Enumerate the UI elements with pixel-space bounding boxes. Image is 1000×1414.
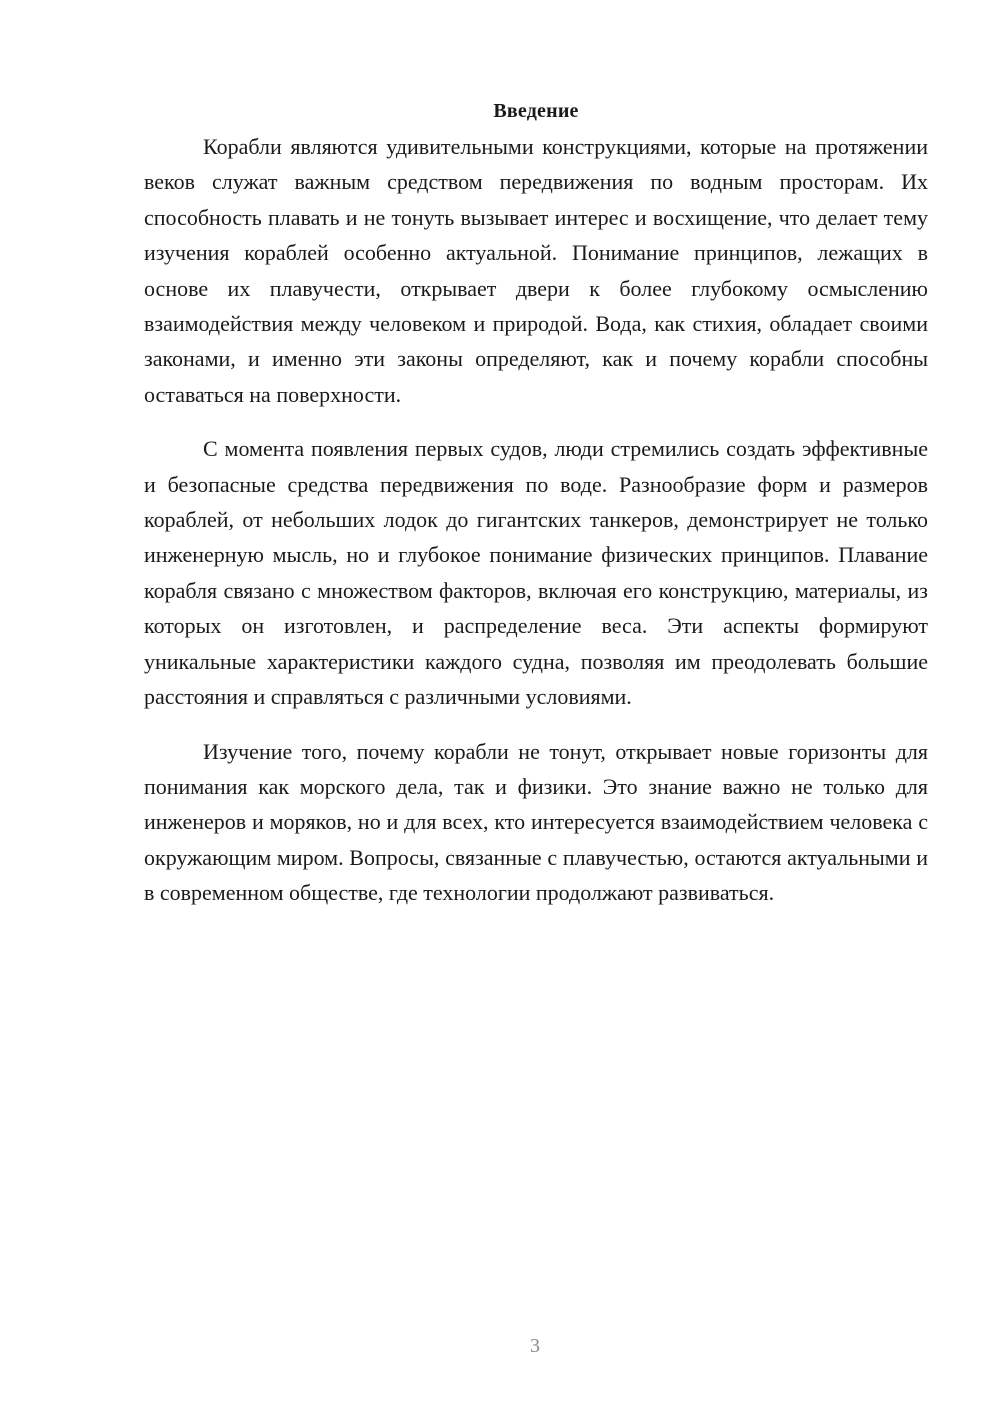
paragraph-2: С момента появления первых судов, люди стремились создать эффективные и безопасные средства передвижения по воде. Разнообразие форм и размеров кораблей, от небольших лодок до гигантских танкеров, демонстрирует не только инженерную мысль, но и глубокое понимание физических принципов. Плавание корабля связано с множеством факторов, включая его конструкцию, материалы, из которых он изготовлен, и распределение веса. Эти аспекты формируют уникальные характеристики каждого судна, позволяя им преодолевать большие расстояния и справляться с различными условиями. xyxy=(144,436,928,710)
paragraph-3: Изучение того, почему корабли не тонут, открывает новые горизонты для понимания как морского дела, так и физики. Это знание важно не только для инженеров и моряков, но и для всех, кто интересуется взаимодействием человека с окружающим миром. Вопросы, связанные с плавучестью, остаются актуальными и в современном обществе, где технологии продолжают развиваться. xyxy=(144,738,928,906)
paragraph-1: Корабли являются удивительными конструкциями, которые на протяжении веков служат важным средством передвижения по водным просторам. Их способность плавать и не тонуть вызывает интерес и восхищение, что делает тему изучения кораблей особенно актуальной. Понимание принципов, лежащих в основе их плавучести, открывает двери к более глубокому осмыслению взаимодействия между человеком и природой. Вода, как стихия, обладает своими законами, и именно эти законы определяют, как и почему корабли способны оставаться на поверхности. xyxy=(144,134,928,407)
section-heading: Введение xyxy=(493,100,579,122)
page-content xyxy=(144,96,928,911)
page-number: 3 xyxy=(530,1335,540,1357)
